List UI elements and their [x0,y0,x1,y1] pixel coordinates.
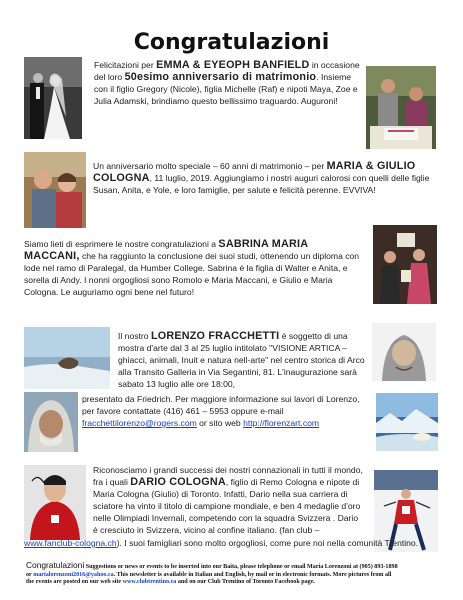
banfield-intro: Felicitazioni per [94,60,154,70]
section-maccani-text [24,238,364,298]
fracchetti-names: LORENZO FRACCHETTI [150,330,280,342]
footer-line3-end: and on our Club Trentino of Toronto Facebook page. [177,579,315,586]
banfield-occasion: in occasione del loro [94,60,360,82]
cologna-intro: Un anniversario molto speciale – 60 anni di matrimonio – per [93,161,325,171]
graduation-photo [373,225,437,304]
arctic-painting-photo [24,327,110,389]
fracchetti-details: è soggetto di una mostra d'arte dal 3 al 25 luglio intitolato "VISIONE ARTICA – ghiacci, animali, Inuit e natura nell-arte" nel centro storica di Arco alla Transito Galleria in Via Segantini, 81. L'inaugurazione sarà sabato 13 luglio alle ore 18:00, [118,331,365,389]
dario-intro: Riconosciamo i grandi successi dei nostri connazionali in tutti il mondo, fra i quali [93,465,363,487]
fracchetti-website-link[interactable]: http://florenzart.com [243,418,320,428]
dario-names: DARIO COLOGNA [130,476,226,488]
fracchetti-intro: Il nostro [118,331,149,341]
banfield-event: 50esimo anniversario di matrimonio [124,71,317,83]
inuit-portrait-photo [372,323,436,381]
cologna-couple-photo [24,152,86,228]
section-dario-text-cont [24,537,444,549]
maccani-intro: Siamo lieti di esprimere le nostre congratulazioni a [24,239,217,249]
banfield-details: . Insieme con il figlio Gregory (Nicole), figlia Michelle (Raf) e nipoti Maya, Zoe e Julia Adamski, brindiamo questo bellissimo traguardo. Auguroni! [94,72,358,106]
section-banfield-text [94,59,360,107]
maccani-names: SABRINA MARIA MACCANI, [24,238,308,262]
fracchetti-or-website: or sito web [199,418,241,428]
dario-community: comunità Trentino. [347,538,419,548]
cologna-details: , 11 luglio, 2019. Aggiungiamo i nostri auguri calorosi con quelli delle figlie Susan, Anita, e Yole, e loro famiglie, per salute e felicità perenne. EVVIVA! [93,173,430,195]
footer-website-link[interactable]: www.clubtrentino.ca [122,579,177,586]
footer-line2: . This newsletter is available in Italian and English, by mail or in electronic formats. More pictures from all [113,571,392,578]
page-title: Congratulazioni [133,30,330,55]
wedding-photo [24,57,82,139]
polar-bear-painting-photo [376,393,438,451]
section-cologna-text [93,160,441,196]
dario-fanclub-link[interactable]: www.fanclub-cologna.ch [24,538,117,548]
explorer-portrait-photo [24,392,78,452]
dario-portrait-photo [24,465,86,540]
fracchetti-contact: presentato da Friedrich. Per maggiore informazione sui lavori di Lorenzo, per favore contattate (416) 461 – 5953 oppure e-mail [82,394,360,416]
cologna-names: MARIA & GIULIO COLOGNA [93,160,416,184]
section-fracchetti-text-b [82,393,372,429]
footer-line3: the events are posted on our web site [26,579,122,586]
footer-line2-or: or [26,571,32,578]
footer-line1: Suggestions or news or events to be inserted into our Baita, please telephone or email Maria Lorenzoni at (905) 893-1898 [85,564,398,570]
maccani-details: che ha raggiunto la conclusione dei suoi studi, ottenendo un diploma con lode nel ramo di Paralegal, da Humber College. Sabrina è la figlia di Walter e Anita, e sorella di Andy. I nonni orgogliosi sono Romolo e Maria Maccani, e Giulio e Maria Cologna. Le auguriamo ogni bene nel futuro! [24,251,360,297]
banfield-names: EMMA & EYEOPH BANFIELD [156,59,310,71]
footer-email-link[interactable]: marialorenzoni2016@yahoo.ca [33,571,114,578]
anniversary-cake-photo [366,66,436,149]
footer-note [26,562,446,587]
footer-label: Congratulazioni [26,560,85,570]
dario-details: , figlio di Remo Cologna e nipote di Maria Cologna (Giulio) di Toronto. Infatti, Dario nella sua carriera di sciatore ha vinto il titolo di campione mondiale, e ben 4 medaglie d'oro nelle Olimpiadi Invernali, competendo con la squadra Svizzera . Dario è cresciuto in Svizzera, vicino al confine italiano. (fan club – [93,477,361,535]
section-fracchetti-text-a [118,330,368,390]
section-dario-text [93,464,365,536]
dario-family: ). I suoi famigliari sono molto orgogliosi, come pure noi nella [116,538,346,548]
fracchetti-email-link[interactable]: fracchettilorenzo@rogers.com [82,418,197,428]
